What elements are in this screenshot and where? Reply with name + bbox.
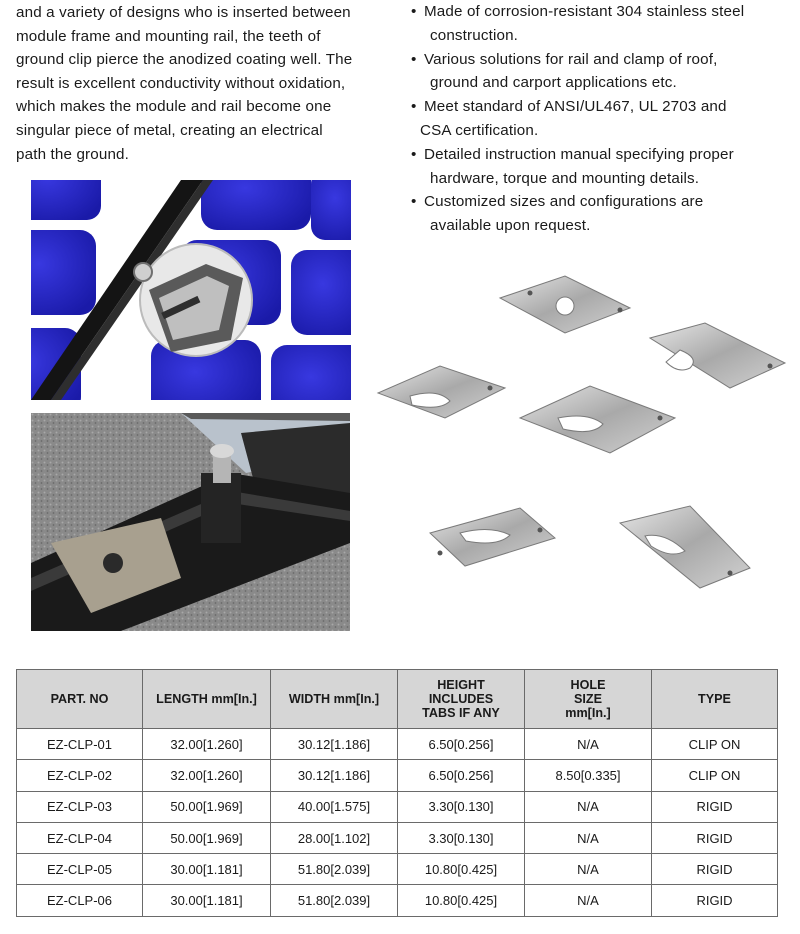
feature-text-cont: CSA certification. bbox=[420, 121, 539, 139]
feature-text: Various solutions for rail and clamp of roof, bbox=[424, 50, 718, 68]
cell-hole-size: N/A bbox=[525, 729, 652, 760]
cell-hole-size: N/A bbox=[525, 885, 652, 916]
description-line: result is excellent conductivity without oxidation, bbox=[16, 74, 346, 92]
description-line: which makes the module and rail become one bbox=[16, 98, 332, 116]
cell-part-no: EZ-CLP-02 bbox=[17, 760, 143, 791]
bullet-icon: • bbox=[411, 145, 417, 163]
description-line: module frame and mounting rail, the teeth of bbox=[16, 27, 321, 45]
description-line: path the ground. bbox=[16, 145, 130, 163]
table-row bbox=[17, 791, 778, 822]
cell-type: RIGID bbox=[652, 885, 778, 916]
header-height: HEIGHT INCLUDES TABS IF ANY bbox=[398, 670, 525, 729]
feature-item bbox=[410, 190, 795, 238]
cell-hole-size: N/A bbox=[525, 791, 652, 822]
cell-type: RIGID bbox=[652, 791, 778, 822]
table-row bbox=[17, 885, 778, 916]
cell-height: 10.80[0.425] bbox=[398, 885, 525, 916]
feature-list bbox=[410, 0, 795, 238]
grounding-clips-photo bbox=[370, 268, 790, 628]
cell-width: 30.12[1.186] bbox=[271, 760, 398, 791]
feature-item bbox=[410, 0, 795, 48]
feature-text-cont: construction. bbox=[430, 26, 519, 44]
cell-width: 51.80[2.039] bbox=[271, 854, 398, 885]
cell-height: 3.30[0.130] bbox=[398, 822, 525, 853]
bullet-icon: • bbox=[411, 50, 417, 68]
cell-part-no: EZ-CLP-01 bbox=[17, 729, 143, 760]
header-length: LENGTH mm[In.] bbox=[143, 670, 271, 729]
feature-text: Made of corrosion-resistant 304 stainless steel bbox=[424, 3, 745, 20]
cell-width: 30.12[1.186] bbox=[271, 729, 398, 760]
cell-height: 6.50[0.256] bbox=[398, 760, 525, 791]
cell-height: 10.80[0.425] bbox=[398, 854, 525, 885]
solar-panel-image bbox=[31, 180, 351, 400]
cell-type: CLIP ON bbox=[652, 760, 778, 791]
cell-type: RIGID bbox=[652, 822, 778, 853]
cell-part-no: EZ-CLP-06 bbox=[17, 885, 143, 916]
table-row bbox=[17, 760, 778, 791]
cell-hole-size: 8.50[0.335] bbox=[525, 760, 652, 791]
table-row bbox=[17, 729, 778, 760]
feature-text-cont: hardware, torque and mounting details. bbox=[430, 169, 700, 187]
cell-length: 30.00[1.181] bbox=[143, 885, 271, 916]
cell-type: RIGID bbox=[652, 854, 778, 885]
cell-width: 51.80[2.039] bbox=[271, 885, 398, 916]
cell-length: 50.00[1.969] bbox=[143, 791, 271, 822]
feature-text: Customized sizes and configurations are bbox=[424, 193, 704, 211]
header-type: TYPE bbox=[652, 670, 778, 729]
cell-hole-size: N/A bbox=[525, 854, 652, 885]
cell-length: 32.00[1.260] bbox=[143, 760, 271, 791]
cell-hole-size: N/A bbox=[525, 822, 652, 853]
cell-width: 40.00[1.575] bbox=[271, 791, 398, 822]
cell-part-no: EZ-CLP-04 bbox=[17, 822, 143, 853]
table-row bbox=[17, 822, 778, 853]
header-part-no: PART. NO bbox=[17, 670, 143, 729]
cell-part-no: EZ-CLP-03 bbox=[17, 791, 143, 822]
description-line: singular piece of metal, creating an electrical bbox=[16, 121, 323, 139]
bullet-icon: • bbox=[411, 3, 417, 20]
feature-text: Meet standard of ANSI/UL467, UL 2703 and bbox=[424, 98, 727, 116]
feature-text: Detailed instruction manual specifying proper bbox=[424, 145, 734, 163]
header-width: WIDTH mm[In.] bbox=[271, 670, 398, 729]
cell-length: 50.00[1.969] bbox=[143, 822, 271, 853]
feature-text-cont: available upon request. bbox=[430, 217, 591, 235]
bullet-icon: • bbox=[411, 98, 417, 116]
cell-length: 30.00[1.181] bbox=[143, 854, 271, 885]
header-hole-size: HOLE SIZE mm[In.] bbox=[525, 670, 652, 729]
feature-text-cont: ground and carport applications etc. bbox=[430, 74, 677, 92]
roof-mounting-photo bbox=[31, 413, 350, 631]
cell-height: 3.30[0.130] bbox=[398, 791, 525, 822]
cell-length: 32.00[1.260] bbox=[143, 729, 271, 760]
description-paragraph bbox=[16, 1, 386, 166]
cell-part-no: EZ-CLP-05 bbox=[17, 854, 143, 885]
feature-item bbox=[410, 48, 795, 96]
feature-item bbox=[410, 95, 795, 143]
bullet-icon: • bbox=[411, 193, 417, 211]
table-row bbox=[17, 854, 778, 885]
cell-type: CLIP ON bbox=[652, 729, 778, 760]
cell-height: 6.50[0.256] bbox=[398, 729, 525, 760]
description-line: and a variety of designs who is inserted between bbox=[16, 4, 351, 21]
description-line: ground clip pierce the anodized coating well. The bbox=[16, 51, 353, 69]
table-header-row bbox=[17, 670, 778, 729]
feature-item bbox=[410, 143, 795, 191]
cell-width: 28.00[1.102] bbox=[271, 822, 398, 853]
specifications-table bbox=[16, 669, 778, 917]
